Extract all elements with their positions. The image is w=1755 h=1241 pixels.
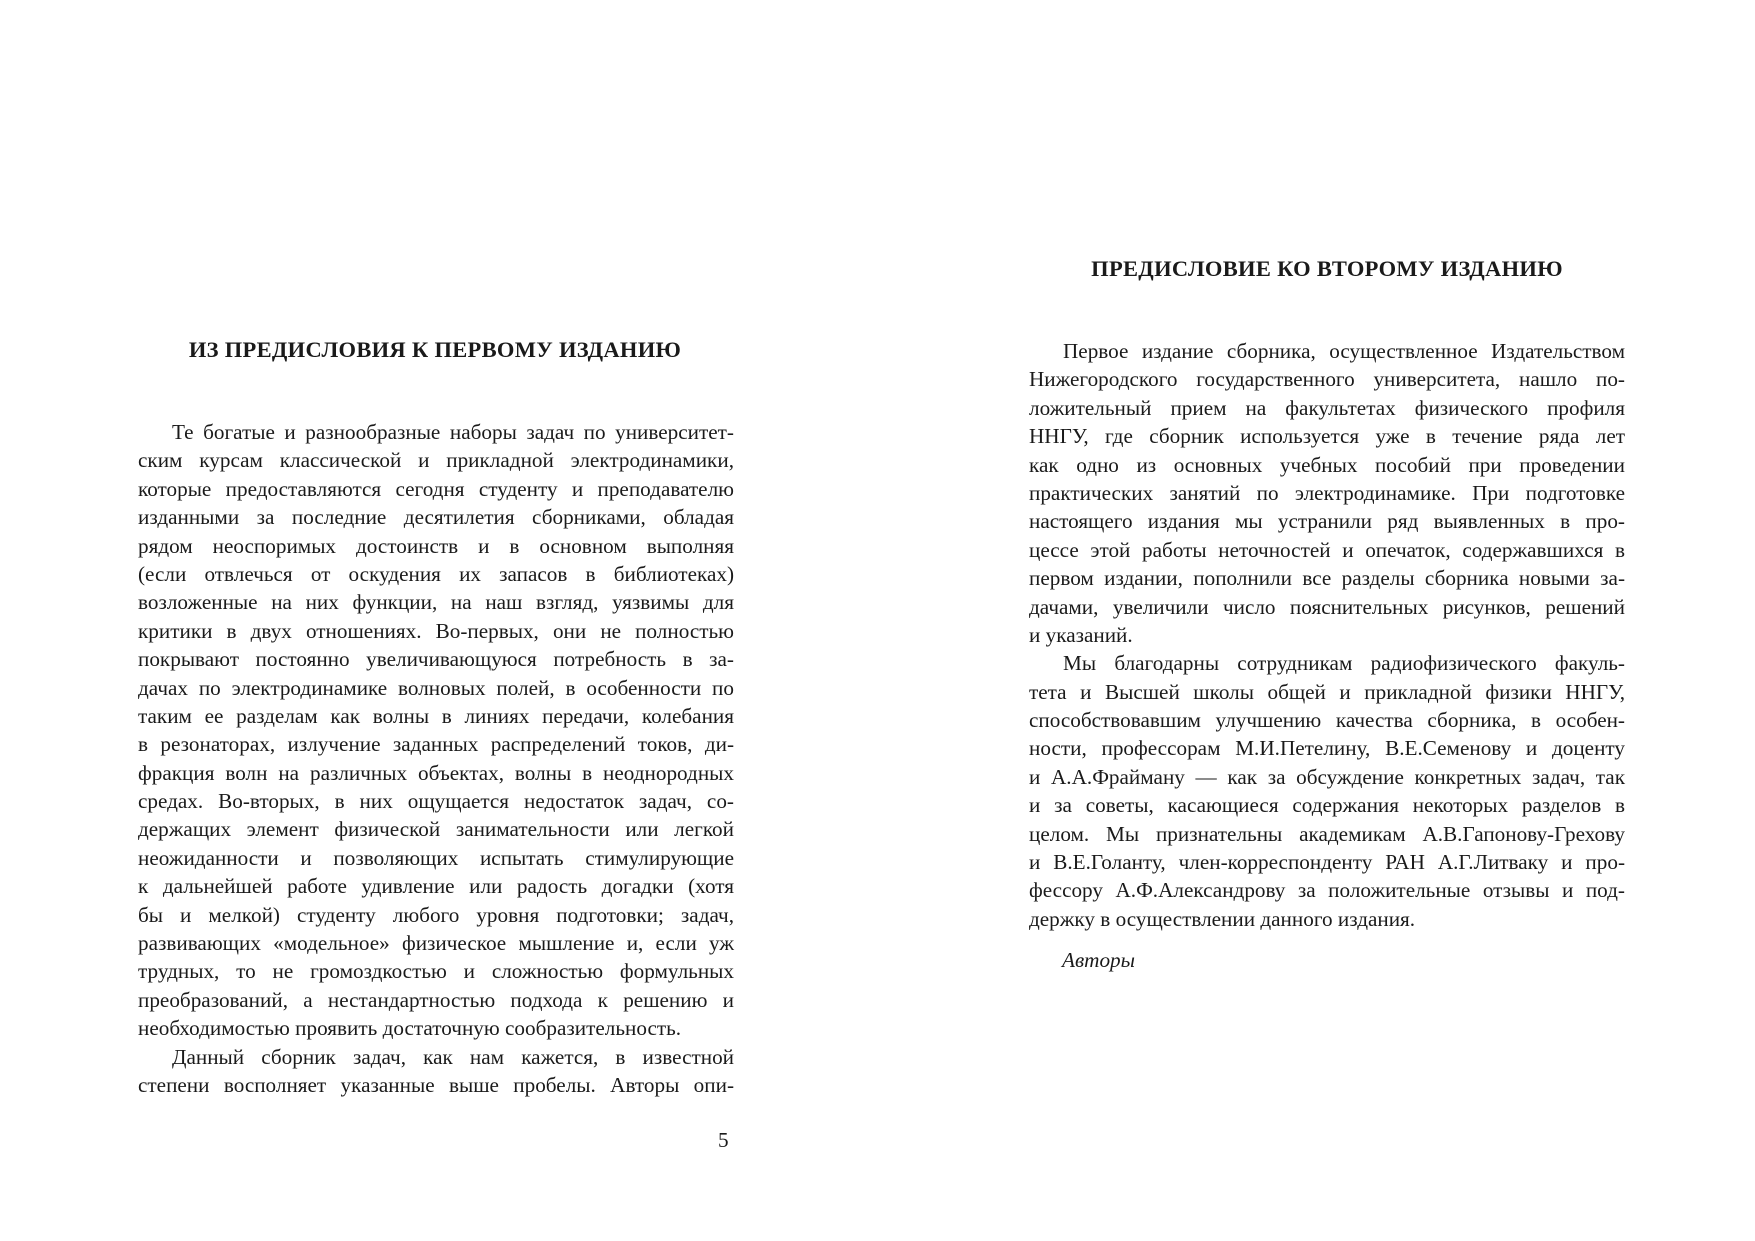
text-line: целом. Мы признательны академикам А.В.Гапонову-Грехову [1029,821,1625,846]
text-line: к дальнейшей работе удивление или радость догадки (хотя [138,874,734,899]
text-line: держку в осуществлении данного издания. [1029,906,1416,931]
text-line: и А.А.Фрайману — как за обсуждение конкретных задач, так [1029,764,1625,789]
text-line: бы и мелкой) студенту любого уровня подготовки; задач, [138,902,734,927]
right-page [877,0,1755,1241]
left-page-body [138,418,734,1099]
text-line: в резонаторах, излучение заданных распределений токов, ди- [138,732,734,757]
text-line: первом издании, пополнили все разделы сборника новыми за- [1029,566,1625,591]
text-line: ложительный прием на факультетах физического профиля [1029,395,1625,420]
left-page [0,0,877,1241]
right-page-body [1029,337,1625,933]
text-line: ННГУ, где сборник используется уже в течение ряда лет [1029,424,1625,449]
signature-authors: Авторы [1062,948,1135,972]
text-line: развивающих «модельное» физическое мышление и, если уж [138,931,734,956]
text-line: дачами, увеличили число пояснительных рисунков, решений [1029,594,1625,619]
text-line: цессе этой работы неточностей и опечаток, содержавшихся в [1029,537,1625,562]
page-number: 5 [718,1128,729,1152]
text-line: степени восполняет указанные выше пробелы. Авторы опи- [138,1072,734,1097]
text-line: ским курсам классической и прикладной электродинамики, [138,448,734,473]
text-line: фессору А.Ф.Александрову за положительные отзывы и под- [1029,878,1625,903]
text-line: и В.Е.Голанту, член-корреспонденту РАН А.Г.Литваку и про- [1029,850,1625,875]
text-line: возложенные на них функции, на наш взгляд, уязвимы для [138,590,734,615]
text-line: преобразований, а нестандартностью подхода к решению и [138,987,734,1012]
text-line: необходимостью проявить достаточную сообразительность. [138,1016,682,1041]
text-line: (если отвлечься от оскудения их запасов в библиотеках) [138,561,734,586]
text-line: критики в двух отношениях. Во-первых, они не полностью [138,618,734,643]
text-line: трудных, то не громоздкостью и сложностью формульных [138,959,734,984]
text-line: Мы благодарны сотрудникам радиофизического факуль- [1063,651,1625,676]
text-line: Нижегородского государственного университета, нашло по- [1029,367,1625,392]
text-line: изданными за последние десятилетия сборниками, обладая [138,505,734,530]
text-line: рядом неоспоримых достоинств и в основном выполняя [138,533,734,558]
text-line: которые предоставляются сегодня студенту и преподавателю [138,476,734,501]
text-line: Данный сборник задач, как нам кажется, в известной [172,1044,734,1069]
text-line: фракция волн на различных объектах, волны в неоднородных [138,760,734,785]
text-line: ности, профессорам М.И.Петелину, В.Е.Семенову и доценту [1029,736,1625,761]
text-line: и указаний. [1029,622,1133,647]
text-line: настоящего издания мы устранили ряд выявленных в про- [1029,509,1625,534]
right-page-heading: ПРЕДИСЛОВИЕ КО ВТОРОМУ ИЗДАНИЮ [1091,256,1563,281]
text-line: Первое издание сборника, осуществленное Издательством [1063,339,1625,363]
text-line: практических занятий по электродинамике. При подготовке [1029,480,1625,505]
text-line: таким ее разделам как волны в линиях передачи, колебания [138,703,734,728]
text-line: как одно из основных учебных пособий при проведении [1029,452,1625,477]
text-line: Те богатые и разнообразные наборы задач по университет- [172,420,734,444]
left-page-heading: ИЗ ПРЕДИСЛОВИЯ К ПЕРВОМУ ИЗДАНИЮ [188,337,682,362]
text-line: и за советы, касающиеся содержания некоторых разделов в [1029,793,1625,818]
text-line: средах. Во-вторых, в них ощущается недостаток задач, со- [138,789,734,814]
text-line: покрывают постоянно увеличивающуюся потребность в за- [138,647,734,672]
text-line: тета и Высшей школы общей и прикладной физики ННГУ, [1029,679,1625,704]
text-line: способствовавшим улучшению качества сборника, в особен- [1029,708,1625,733]
text-line: держащих элемент физической занимательности или легкой [138,817,734,842]
text-line: неожиданности и позволяющих испытать стимулирующие [138,845,734,870]
text-line: дачах по электродинамике волновых полей, в особенности по [138,675,734,700]
